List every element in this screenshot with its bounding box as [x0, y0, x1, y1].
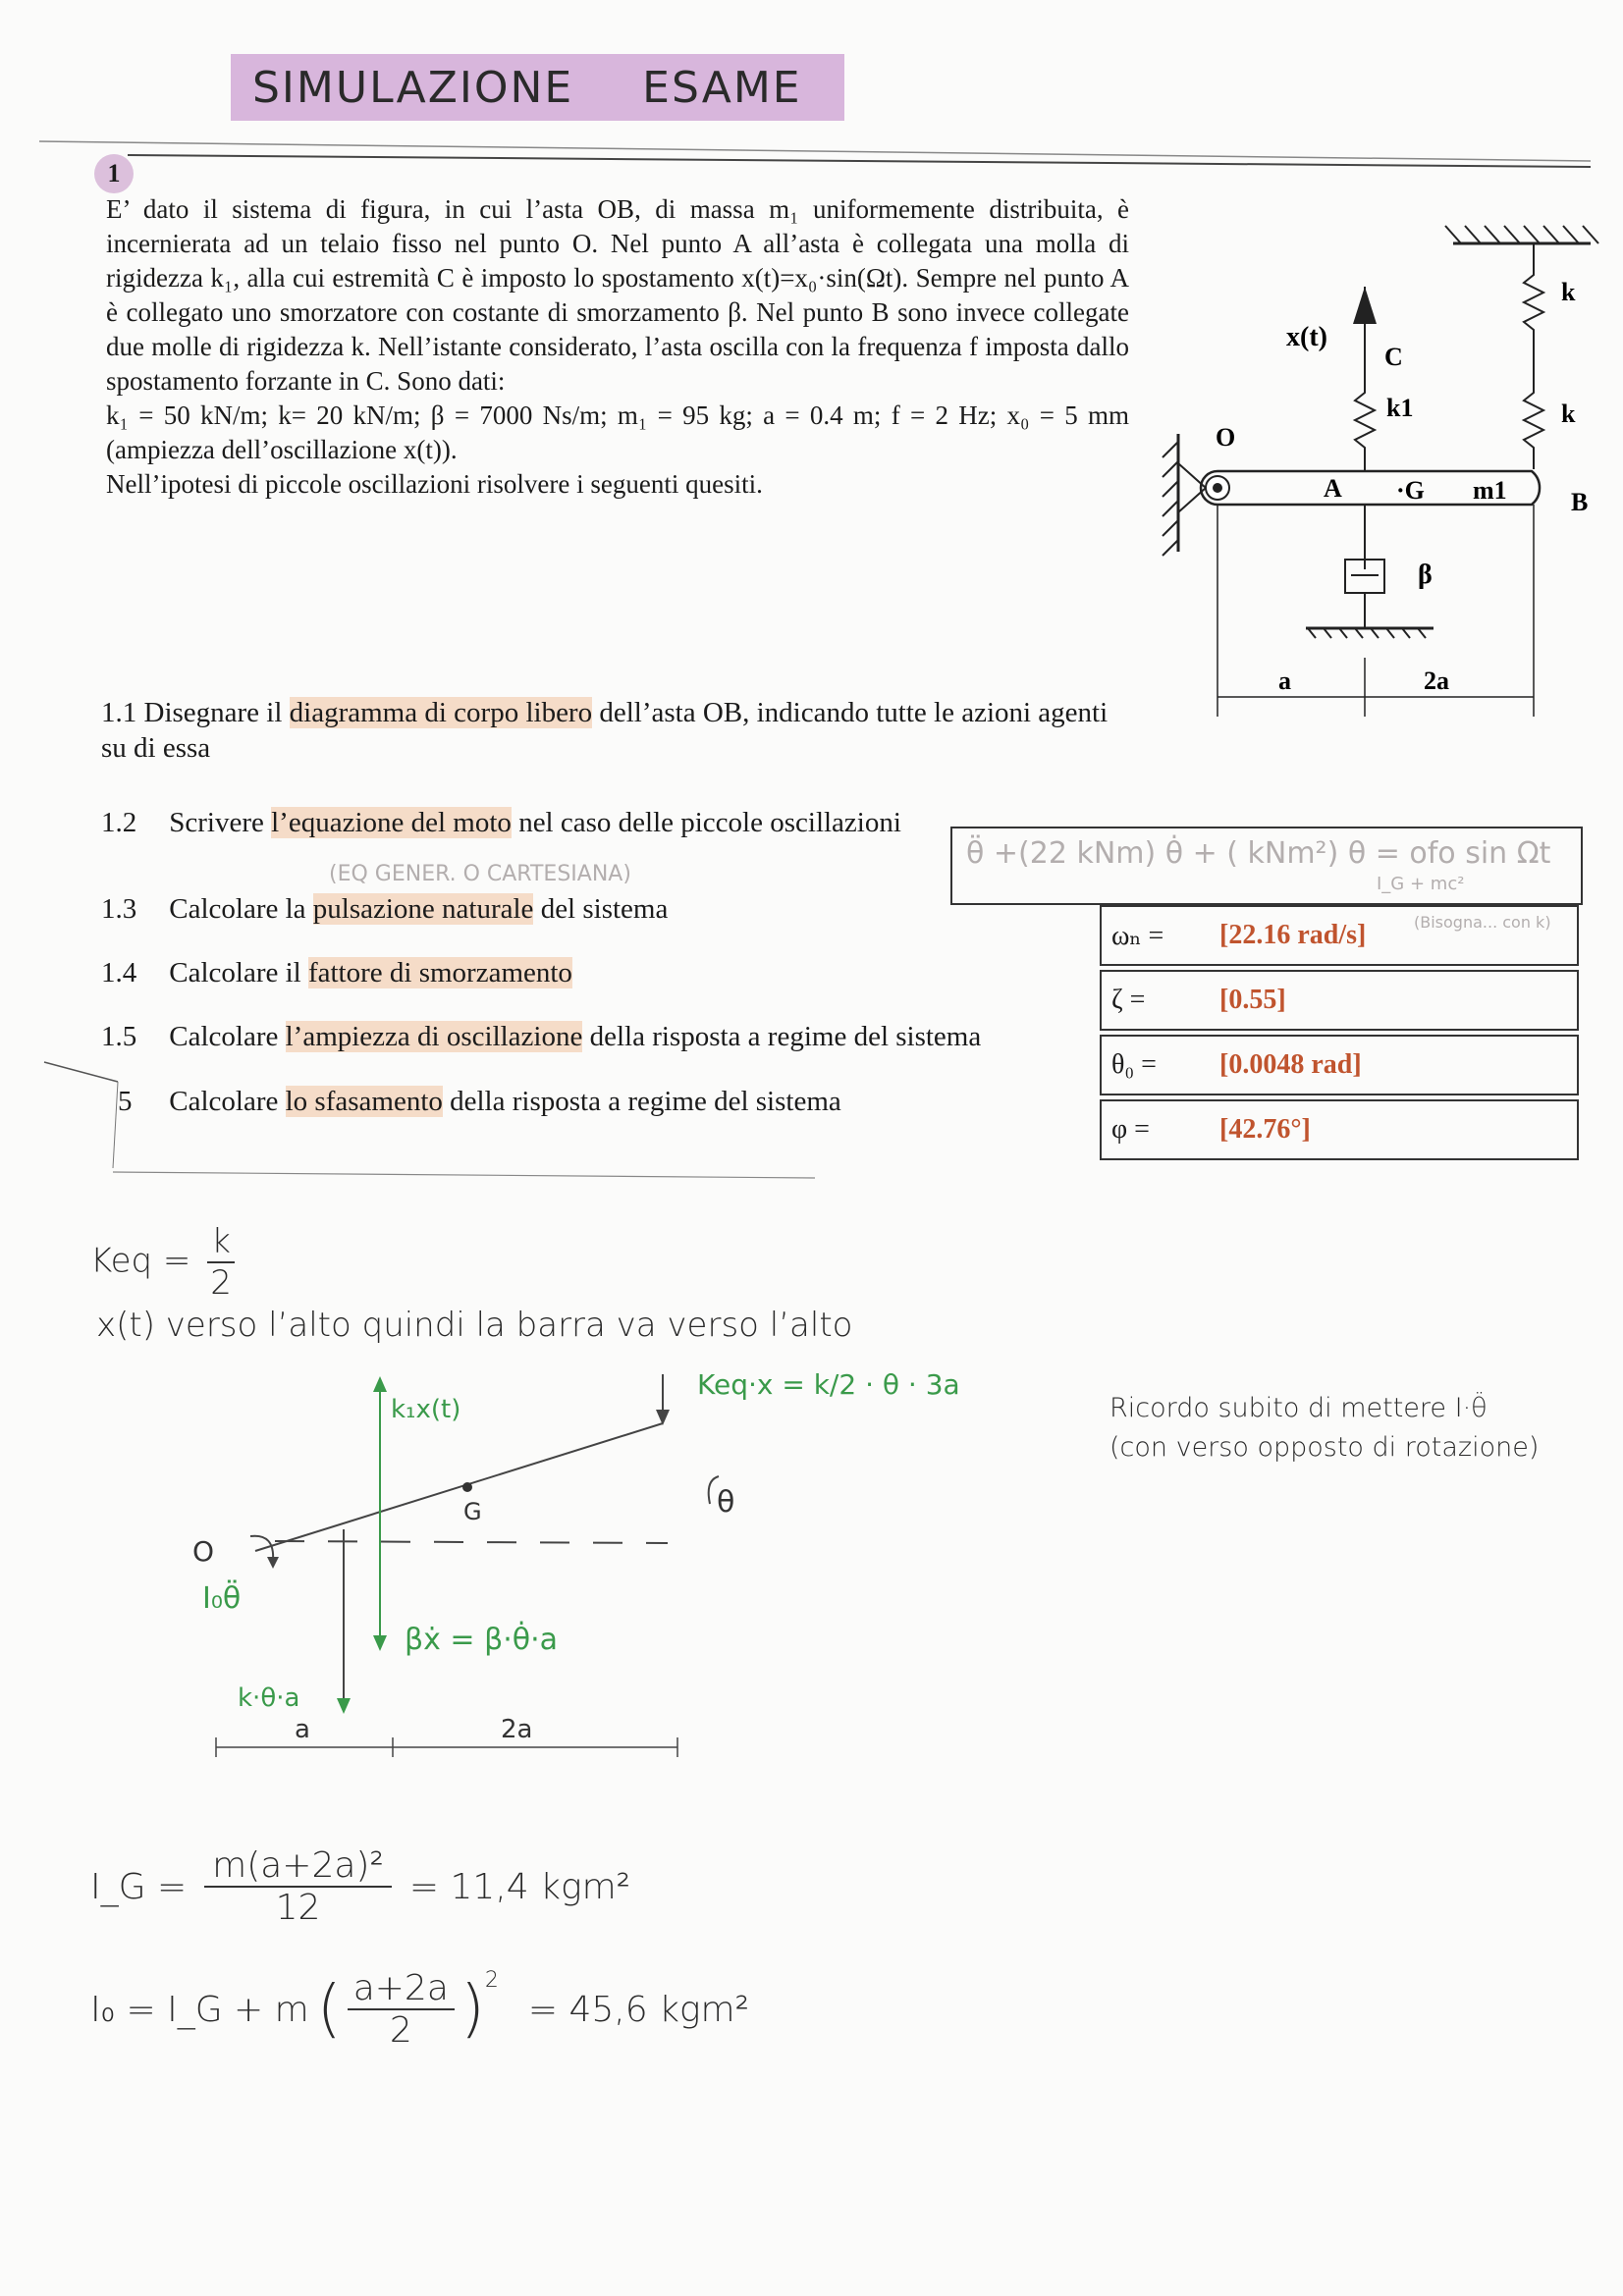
i0-lhs: I₀ = I_G + m — [90, 1989, 309, 2030]
answer-phi — [1100, 1099, 1579, 1160]
hypothesis: Nell’ipotesi di piccole oscillazioni risolvere i seguenti quesiti. — [106, 469, 763, 499]
question-text-pre: Calcolare la — [169, 893, 313, 925]
question-text-pre: Calcolare — [169, 1021, 286, 1052]
question-text-post: della risposta a regime del sistema — [442, 1086, 841, 1117]
pencil-note-eq: (EQ GENER. O CARTESIANA) — [329, 862, 631, 886]
free-body-diagram — [147, 1355, 1031, 1767]
question-text-pre: Scrivere — [169, 807, 272, 838]
ig-value: = 11,4 kgm² — [408, 1866, 631, 1907]
question-1-3 — [101, 893, 668, 926]
equation-denominator: I_G + mc² — [1377, 874, 1465, 894]
exercise-number: 1 — [94, 154, 134, 193]
equation-box — [950, 827, 1583, 905]
keq-lhs: Keq = — [90, 1241, 191, 1281]
answer-label: ωₙ = — [1111, 921, 1164, 951]
fig-label-m1: m1 — [1473, 476, 1507, 505]
title-word-1: SIMULAZIONE — [252, 62, 574, 113]
ig-lhs: I_G = — [90, 1866, 188, 1907]
title-banner — [231, 54, 844, 121]
question-text-post: dell’asta OB, indicando tutte le azioni agenti su di essa — [101, 697, 1109, 764]
fig-label-G: ·G — [1396, 476, 1425, 505]
answer-label: θ₀ = — [1111, 1049, 1157, 1080]
answer-value: [0.0048 rad] — [1219, 1049, 1362, 1080]
fig-label-x: x(t) — [1286, 322, 1327, 352]
question-num: 5 — [118, 1086, 133, 1117]
fig-label-k-mid: k — [1561, 400, 1576, 428]
fig-label-O: O — [1216, 423, 1236, 452]
question-1-4 — [101, 957, 572, 989]
system-figure — [1139, 206, 1600, 736]
question-text-post: della risposta a regime del sistema — [582, 1021, 982, 1052]
question-highlight: pulsazione naturale — [312, 893, 534, 925]
question-num: 1.2 — [101, 807, 137, 838]
note-xt: x(t) verso l’alto quindi la barra va verso l’alto — [96, 1306, 853, 1345]
fbd-O: O — [192, 1535, 215, 1568]
question-text-pre: Calcolare il — [169, 957, 308, 988]
fig-label-k-top: k — [1561, 278, 1576, 306]
fig-label-B: B — [1571, 488, 1589, 516]
fig-label-C: C — [1384, 343, 1403, 371]
answer-label: φ = — [1111, 1114, 1150, 1145]
note-keq — [90, 1222, 235, 1303]
question-text-pre: Calcolare — [169, 1086, 286, 1117]
title-word-2: ESAME — [642, 62, 802, 113]
question-text-post: del sistema — [533, 893, 669, 925]
fbd-I0: I₀θ̈ — [202, 1581, 242, 1616]
fbd-G: G — [463, 1498, 482, 1525]
fig-label-A: A — [1324, 474, 1342, 503]
fig-label-k1: k1 — [1386, 394, 1414, 422]
keq-denominator: 2 — [210, 1263, 232, 1303]
question-1-1 — [101, 695, 1117, 766]
keq-numerator: k — [207, 1222, 235, 1263]
data-line: k₁ = 50 kN/m; k= 20 kN/m; β = 7000 Ns/m; m₁ = 95 kg; a = 0.4 m; f = 2 Hz; x₀ = 5 mm (ampiezza dell’oscillazione x(t)). — [106, 400, 1129, 464]
fbd-theta: θ — [717, 1485, 735, 1520]
i0-value: = 45,6 kgm² — [527, 1989, 750, 2030]
question-1-2 — [101, 805, 955, 840]
question-1-5 — [101, 1021, 981, 1053]
fbd-2a: 2a — [501, 1715, 533, 1744]
question-highlight: lo sfasamento — [285, 1086, 443, 1117]
header-rule — [0, 128, 1623, 196]
fbd-a: a — [295, 1715, 310, 1744]
i0-denominator: 2 — [389, 2010, 412, 2051]
fbd-ktheta: k·θ·a — [238, 1683, 300, 1713]
fig-label-a: a — [1278, 667, 1291, 695]
question-text-pre: Disegnare il — [143, 697, 290, 728]
problem-body: E’ dato il sistema di figura, in cui l’asta OB, di massa m₁ uniformemente distribuita, è incernierata ad un telaio fisso nel punto O. Nel punto A all’asta è collegata una molla di rigidezza k₁, alla cui estremità C è imposto lo spostamento x(t)=x₀·sin(Ωt). Sempre nel punto A è collegato uno smorzatore con costante di smorzamento β. Nel punto B sono invece collegate due molle di rigidezza k. Nell’istante considerato, l’asta oscilla con la frequenza f imposta dallo spostamento forzante in C. Sono dati: — [106, 194, 1129, 396]
note-reminder: Ricordo subito di mettere I·θ̈ (con verso opposto di rotazione) — [1109, 1393, 1540, 1463]
fig-label-beta: β — [1418, 560, 1433, 590]
question-highlight: diagramma di corpo libero — [289, 697, 593, 728]
question-highlight: l’ampiezza di oscillazione — [285, 1021, 583, 1052]
question-num: 1.3 — [101, 893, 137, 925]
answer-value: [22.16 rad/s] — [1219, 920, 1367, 950]
i0-numerator: a+2a — [348, 1968, 455, 2010]
question-bracket-line — [39, 1050, 825, 1188]
fig-label-2a: 2a — [1424, 667, 1449, 695]
question-num: 1.4 — [101, 957, 137, 988]
answer-omega-n — [1100, 905, 1579, 966]
formula-IG — [90, 1845, 630, 1928]
answer-value: [42.76°] — [1219, 1114, 1311, 1145]
answer-zeta — [1100, 970, 1579, 1031]
question-num: 1.5 — [101, 1021, 137, 1052]
fbd-k1x: k₁x(t) — [391, 1395, 461, 1424]
fbd-keqx: Keq·x = k/2 · θ · 3a — [697, 1368, 960, 1401]
equation-handwritten: θ̈ +(22 kNm) θ̇ + ( kNm²) θ = ofo sin Ωt — [966, 836, 1551, 871]
problem-text — [106, 192, 1129, 502]
formula-I0: I₀ = I_G + m ( $\frac{a+2a}{2}$ ) $^2$ = 45,6 kgm² — [90, 1968, 750, 2051]
question-num: 1.1 — [101, 697, 137, 728]
fbd-beta: βẋ = β·θ̇·a — [405, 1623, 559, 1657]
question-text-post: nel caso delle piccole oscillazioni — [511, 807, 901, 838]
ig-denominator: 12 — [275, 1888, 321, 1928]
question-highlight: l’equazione del moto — [271, 807, 512, 838]
answer-theta0 — [1100, 1035, 1579, 1095]
answer-value: [0.55] — [1219, 985, 1286, 1015]
ig-numerator: m(a+2a)² — [204, 1845, 392, 1888]
pencil-side-note: (Bisogna... con k) — [1414, 913, 1551, 932]
answer-label: ζ = — [1111, 985, 1146, 1015]
question-highlight: fattore di smorzamento — [307, 957, 572, 988]
